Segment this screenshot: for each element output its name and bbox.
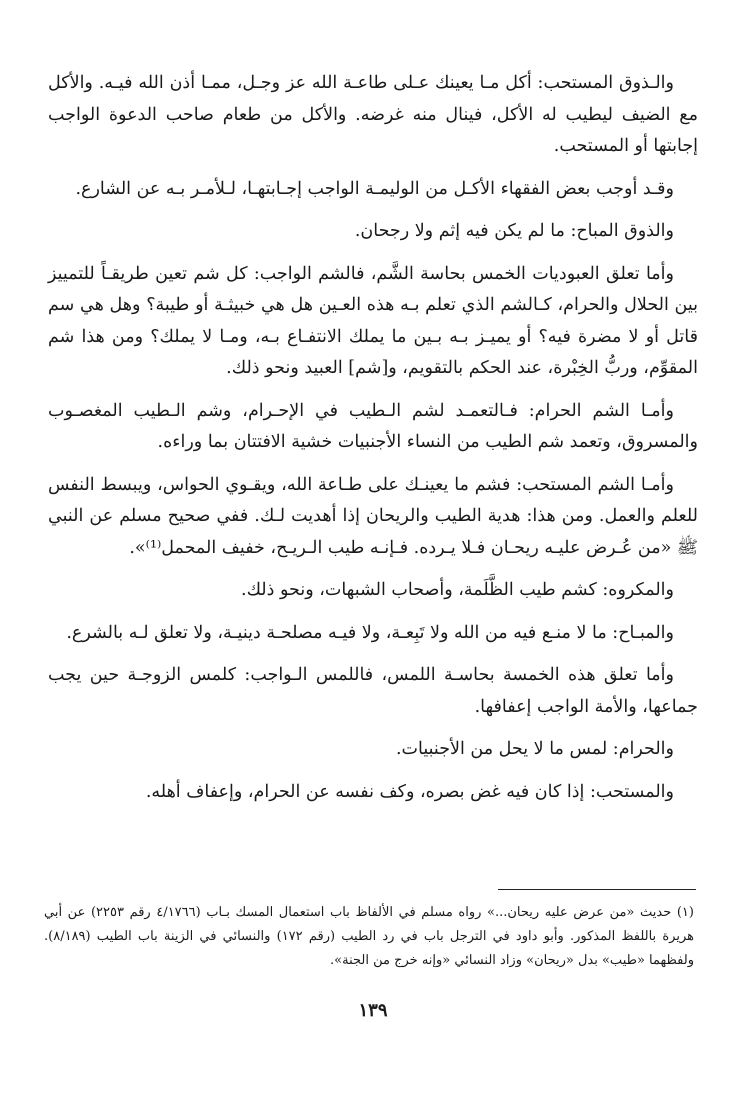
footnote-divider [498,889,696,890]
paragraph-smell-disliked: والمكروه: كشم طيب الظَّلَمة، وأصحاب الشبهات، ونحو ذلك. [241,580,674,600]
paragraph-smell-forbidden: وأمـا الشم الحرام: فـالتعمـد لشم الـطيب في الإحـرام، وشم الـطيب المغصـوب والمسروق، وتعمد شم الطيب من النساء الأجنبيات خشية الافتتان بما وراءه. [48,400,698,452]
paragraph-smell-recommended: وأمـا الشم المستحب: فشم ما يعينـك على طـاعة الله، ويقـوي الحواس، ويبسط النفس للعلم والعمل. ومن هذا: هدية الطيب والريحان إذا أهديت لـك. ففي صحيح مسلم عن النبي ﷺ «من عُـرض عليـه ريحـان فـلا يـرده. فـإنـه طيب الـريـح، خفيف المحمل⁽¹⁾». [48,474,698,558]
paragraph-smell-permissible: والمبـاح: ما لا منـع فيه من الله ولا تَبِعـة، ولا فيـه مصلحـة دينيـة، ولا تعلق لـه بالشرع. [66,622,674,643]
paragraph-wedding-feast: وقـد أوجب بعض الفقهاء الأكـل من الوليمـة الواجب إجـابتهـا، لـلأمـر بـه عن الشارع. [75,178,674,199]
footnote: (١) حديث «من عرض عليه ريحان...» رواه مسلم في الألفاظ باب استعمال المسك بـاب (٤/١٧٦٦ رقم ٢٢٥٣) عن أبي هريرة باللفظ المذكور. وأبو داود في الترجل باب في رد الطيب (رقم ١٧٢) والنسائي في الزينة باب الطيب (٨/١٨٩). ولفظهما «طيب» بدل «ريحان» وزاد النسائي «وإنه خرج من الجنة». [44,905,694,968]
paragraph-touch-forbidden: والحرام: لمس ما لا يحل من الأجنبيات. [395,739,674,759]
page-number: ١٣٩ [358,1000,388,1021]
paragraph-smell-obligatory: وأما تعلق العبوديات الخمس بحاسة الشَّم، فالشم الواجب: كل شم تعين طريقـاً للتمييز بين الحلال والحرام، كـالشم الذي تعلم بـه هذه العـين هل هي خبيثـة أو طيبة؟ وهل هي سم قاتل أو لا مضرة فيه؟ أو يميـز بـه بـين ما يملك الانتفـاع بـه، ومـا لا يملك؟ ومن هذا شم المقوِّم، وربُّ الخِبْرة، عند الحكم بالتقويم، و[شم] العبيد ونحو ذلك. [48,263,698,378]
paragraph-touch-recommended: والمستحب: إذا كان فيه غض بصره، وكف نفسه عن الحرام، وإعفاف أهله. [145,781,674,802]
paragraph-tasting-permissible: والذوق المباح: ما لم يكن فيه إثم ولا رجحان. [354,221,674,241]
paragraph-tasting-recommended: والـذوق المستحب: أكل مـا يعينك عـلى طاعـة الله عز وجـل، ممـا أذن الله فيـه. والأكل مع الضيف ليطيب له الأكل، فينال منه غرضه. والأكل من طعام صاحب الدعوة الواجب إجابتها أو المستحب. [48,73,698,156]
paragraph-touch-obligatory: وأما تعلق هذه الخمسة بحاسـة اللمس، فاللمس الـواجب: كلمس الزوجـة حين يجب جماعها، والأمة الواجب إعفافها. [48,665,698,717]
